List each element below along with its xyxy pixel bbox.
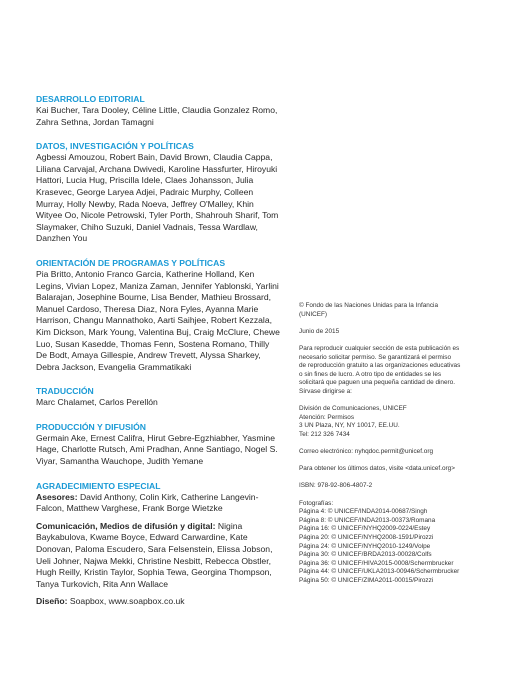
isbn: ISBN: 978-92-806-4807-2 [299,482,373,490]
permission-line: necesario solicitar permiso. Se garantizará el permiso [299,353,452,361]
photo-credits-title: Fotografías: [299,499,334,507]
section-title: TRADUCCIÓN [36,386,94,397]
section-datos [36,141,280,245]
photo-credit: Página 16: © UNICEF/NYHQ2009-0224/Estey [299,525,431,533]
permission-line: o sin fines de lucro. A otro tipo de entidades se les [299,370,442,378]
photo-credits [299,500,509,586]
section-body: Marc Chalamet, Carlos Perellón [36,397,158,408]
section-editorial [36,94,280,128]
comunicacion-label: Comunicación, Medios de difusión y digital: [36,520,216,531]
copyright-line: © Fondo de las Naciones Unidas para la Infancia [299,302,438,309]
permission-line: Para reproducir cualquier sección de esta publicación es [299,344,460,352]
section-traduccion [36,386,280,409]
publication-date: Junio de 2015 [299,327,340,335]
address-line: División de Comunicaciones, UNICEF [299,405,407,413]
comunicacion-names: Nigina Baykabulova, Kwame Boyce, Edward Carwardine, Kate Donovan, Paloma Escudero, Sara Felsenstein, Elissa Jobson, Ueli Johner, Najwa Mekki, Christine Nesbitt, Rebecca Obstler, Hugh Reilly, Kristin Taylor, Sophia Tewa, Georgina Thompson, Tanya Turkovich, Rita Ann Wallace [36,520,273,589]
photo-credit: Página 44: © UNICEF/UKLA2013-00946/Schermbrucker [299,568,460,576]
comunicacion-paragraph [36,521,280,591]
address-line: Atención: Permisos [299,413,355,421]
section-body: Pia Britto, Antonio Franco Garcia, Katherine Holland, Ken Legins, Vivian Lopez, Maniza Zaman, Jennifer Yablonski, Yarlini Balarajan, Josephine Bourne, Lisa Bender, Mathieu Brossard, Manuel Cardoso, Theresa Diaz, Nora Fyles, Ayanna Marie Harrison, Changu Mannathoko, Aarti Saihjee, Robert Kezzala, Kim Dickson, Mark Young, Valentina Buj, Craig McClure, Chewe Luo, Susan Kasedde, Thomas Fenn, Sostena Romano, Thilly De Bodt, Amaya Gillespie, Andrew Trevett, Alyssa Sharkey, Debra Jackson, Evangelia Grammatikaki [36,268,280,372]
contact-address [299,405,509,439]
section-title: ORIENTACIÓN DE PROGRAMAS Y POLÍTICAS [36,257,226,268]
asesores-names: David Anthony, Colin Kirk, Catherine Langevin-Falcon, Matthew Varghese, Frank Borge Wietzke [36,491,259,514]
photo-credit: Página 4: © UNICEF/INDA2014-00687/Singh [299,508,428,516]
section-produccion [36,422,280,468]
permission-line: solicitará que paguen una pequeña cantidad de dinero. [299,379,455,387]
asesores-paragraph [36,492,280,515]
photo-credit: Página 8: © UNICEF/INDA2013-00373/Romana [299,516,436,524]
asesores-label: Asesores: [36,491,78,502]
section-body: Germain Ake, Ernest Califra, Hirut Gebre-Egzhiabher, Yasmine Hage, Charlotte Rutsch, Ami Pradhan, Anne Santiago, Nogel S. Viyar, Samantha Wauchope, Judith Yemane [36,432,278,467]
diseno-label: Diseño: [36,596,68,607]
diseno-paragraph [36,596,280,608]
credits-column [36,94,280,621]
section-title: DATOS, INVESTIGACIÓN Y POLÍTICAS [36,141,194,152]
photo-credit: Página 30: © UNICEF/BRDA2013-00028/Colfs [299,551,432,559]
latest-data-note: Para obtener los últimos datos, visite <data.unicef.org> [299,465,455,473]
section-orientacion [36,258,280,373]
copyright-line: (UNICEF) [299,310,328,318]
address-line: Tel: 212 326 7434 [299,430,350,438]
contact-email: Correo electrónico: nyhqdoc.permit@unicef.org [299,448,434,456]
permission-line: Sírvase dirigirse a: [299,387,352,395]
section-title: PRODUCCIÓN Y DIFUSIÓN [36,421,146,432]
address-line: 3 UN Plaza, NY, NY 10017, EE.UU. [299,422,400,430]
section-agradecimiento [36,481,280,608]
section-title: AGRADECIMIENTO ESPECIAL [36,480,161,491]
copyright-notice [299,302,509,319]
section-body: Kai Bucher, Tara Dooley, Céline Little, Claudia Gonzalez Romo, Zahra Sethna, Jordan Tamagni [36,105,278,127]
photo-credit: Página 36: © UNICEF/HIVA2015-0008/Schermbrucker [299,559,454,567]
section-title: DESARROLLO EDITORIAL [36,94,145,104]
photo-credit: Página 50: © UNICEF/ZIMA2011-00015/Pirozzi [299,577,434,584]
permission-line: de reproducción gratuito a las organizaciones educativas [299,362,461,370]
section-body: Agbessi Amouzou, Robert Bain, David Brown, Claudia Cappa, Liliana Carvajal, Archana Dwivedi, Karoline Hassfurter, Hiroyuki Hattori, Lucia Hug, Priscilla Idele, Claes Johansson, Julia Krasevec, George Laryea Adjei, Padraic Murphy, Colleen Murray, Holly Newby, Rada Noeva, Jeffrey O'Malley, Khin Wityee Oo, Nicole Petrowski, Tyler Porth, Shahrouh Sharif, Tom Slaymaker, Chiho Suzuki, Daniel Vadnais, Tessa Wardlaw, Danzhen You [36,152,279,244]
photo-credit: Página 20: © UNICEF/NYHQ2008-1591/Pirozzi [299,534,434,542]
publication-info-column [299,302,509,594]
permission-notice [299,345,509,397]
diseno-text: Soapbox, www.soapbox.co.uk [69,596,185,607]
photo-credit: Página 24: © UNICEF/NYHQ2010-1249/Volpe [299,542,431,550]
